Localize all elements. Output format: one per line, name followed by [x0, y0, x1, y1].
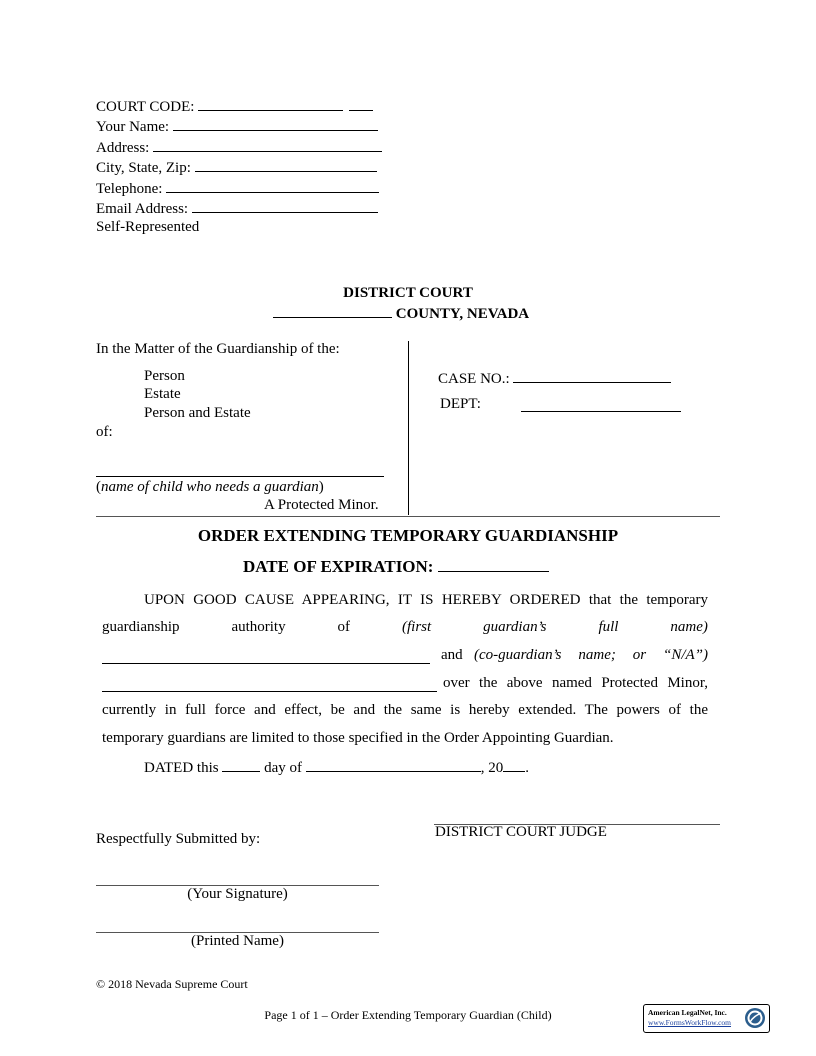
court-code-field[interactable]	[198, 96, 343, 111]
caption-divider	[408, 341, 409, 515]
copyright: © 2018 Nevada Supreme Court	[96, 977, 248, 991]
child-name-note: (name of child who needs a guardian)	[96, 479, 324, 495]
matter-text: In the Matter of the Guardianship of the:	[96, 341, 340, 357]
order-title: ORDER EXTENDING TEMPORARY GUARDIANSHIP	[197, 526, 619, 545]
city-row	[96, 157, 396, 177]
case-no-label: CASE NO.:	[438, 371, 510, 387]
case-no-field[interactable]	[513, 368, 671, 383]
word-guardians: guardian’s	[483, 619, 547, 635]
expiration-row	[243, 556, 549, 577]
your-name-label: Your Name:	[96, 119, 170, 136]
city-label: City, State, Zip:	[96, 160, 191, 177]
header-block	[96, 96, 396, 237]
dated-period: .	[525, 760, 529, 776]
word-name: name)	[670, 619, 708, 635]
logo-line-1: American LegalNet, Inc.	[648, 1008, 727, 1017]
email-label: Email Address:	[96, 201, 189, 218]
globe-icon	[744, 1007, 766, 1029]
protected-minor: A Protected Minor.	[264, 497, 379, 513]
child-name-field[interactable]	[96, 476, 384, 477]
judge-label: DISTRICT COURT JUDGE	[435, 824, 607, 840]
court-title: DISTRICT COURT	[343, 285, 473, 301]
order-line-6: temporary guardians are limited to those specified in the Order Appointing Guardian.	[102, 730, 614, 746]
self-represented: Self-Represented	[96, 219, 200, 236]
your-name-row	[96, 116, 396, 136]
word-guardianship: guardianship	[102, 619, 180, 635]
order-line-2	[102, 619, 708, 636]
court-code-label: COURT CODE:	[96, 99, 195, 115]
submitted-by: Respectfully Submitted by:	[96, 831, 261, 847]
printed-name-label: (Printed Name)	[191, 933, 284, 949]
email-row	[96, 198, 396, 218]
first-guardian-field[interactable]	[102, 663, 430, 664]
address-row	[96, 137, 396, 157]
and-label: and	[441, 647, 463, 663]
telephone-field[interactable]	[166, 178, 379, 193]
logo-line-2: www.FormsWorkFlow.com	[648, 1018, 732, 1027]
word-of: of	[337, 619, 351, 635]
order-line-4: over the above named Protected Minor,	[443, 675, 708, 691]
email-field[interactable]	[192, 198, 378, 213]
your-name-field[interactable]	[173, 116, 378, 131]
co-guardian-field[interactable]	[102, 691, 437, 692]
day-of-label: day of	[264, 760, 302, 776]
month-field[interactable]	[306, 757, 481, 772]
address-label: Address:	[96, 139, 150, 156]
telephone-label: Telephone:	[96, 180, 163, 197]
option-person-and-estate[interactable]: Person and Estate	[144, 405, 251, 421]
word-authority: authority	[231, 619, 286, 635]
court-code-suffix-field[interactable]	[349, 96, 373, 111]
city-field[interactable]	[195, 157, 377, 172]
co-guardian-note: (co-guardian’s name; or “N/A”)	[474, 647, 708, 663]
child-name-note-text: name of child who needs a guardian	[101, 479, 319, 495]
dated-label: DATED this	[144, 760, 219, 776]
address-field[interactable]	[153, 137, 382, 152]
expiration-field[interactable]	[438, 556, 549, 572]
dept-field[interactable]	[521, 411, 681, 412]
expiration-label: DATE OF EXPIRATION:	[243, 557, 434, 576]
county-row	[273, 303, 529, 323]
your-signature-label: (Your Signature)	[187, 886, 288, 902]
year-label: , 20	[480, 760, 504, 776]
option-person[interactable]: Person	[144, 368, 185, 384]
caption-bottom-rule	[96, 516, 720, 517]
year-field[interactable]	[503, 757, 525, 772]
of-label: of:	[96, 424, 113, 440]
telephone-row	[96, 178, 396, 198]
word-full: full	[598, 619, 619, 635]
formsworkflow-logo[interactable]	[643, 1004, 770, 1033]
option-estate[interactable]: Estate	[144, 386, 181, 402]
dept-label: DEPT:	[440, 396, 481, 412]
day-field[interactable]	[222, 757, 260, 772]
county-label: COUNTY, NEVADA	[395, 306, 530, 322]
dated-row	[144, 757, 529, 777]
word-first: (first	[402, 619, 432, 635]
page-footer: Page 1 of 1 – Order Extending Temporary Guardian (Child)	[264, 1008, 552, 1022]
court-code-row	[96, 96, 396, 116]
order-line-1: UPON GOOD CAUSE APPEARING, IT IS HEREBY ORDERED that the temporary	[144, 592, 708, 608]
case-no-row	[438, 368, 671, 388]
county-field[interactable]	[273, 303, 392, 318]
order-line-5: currently in full force and effect, be and the same is hereby extended. The powers of the	[102, 702, 708, 718]
